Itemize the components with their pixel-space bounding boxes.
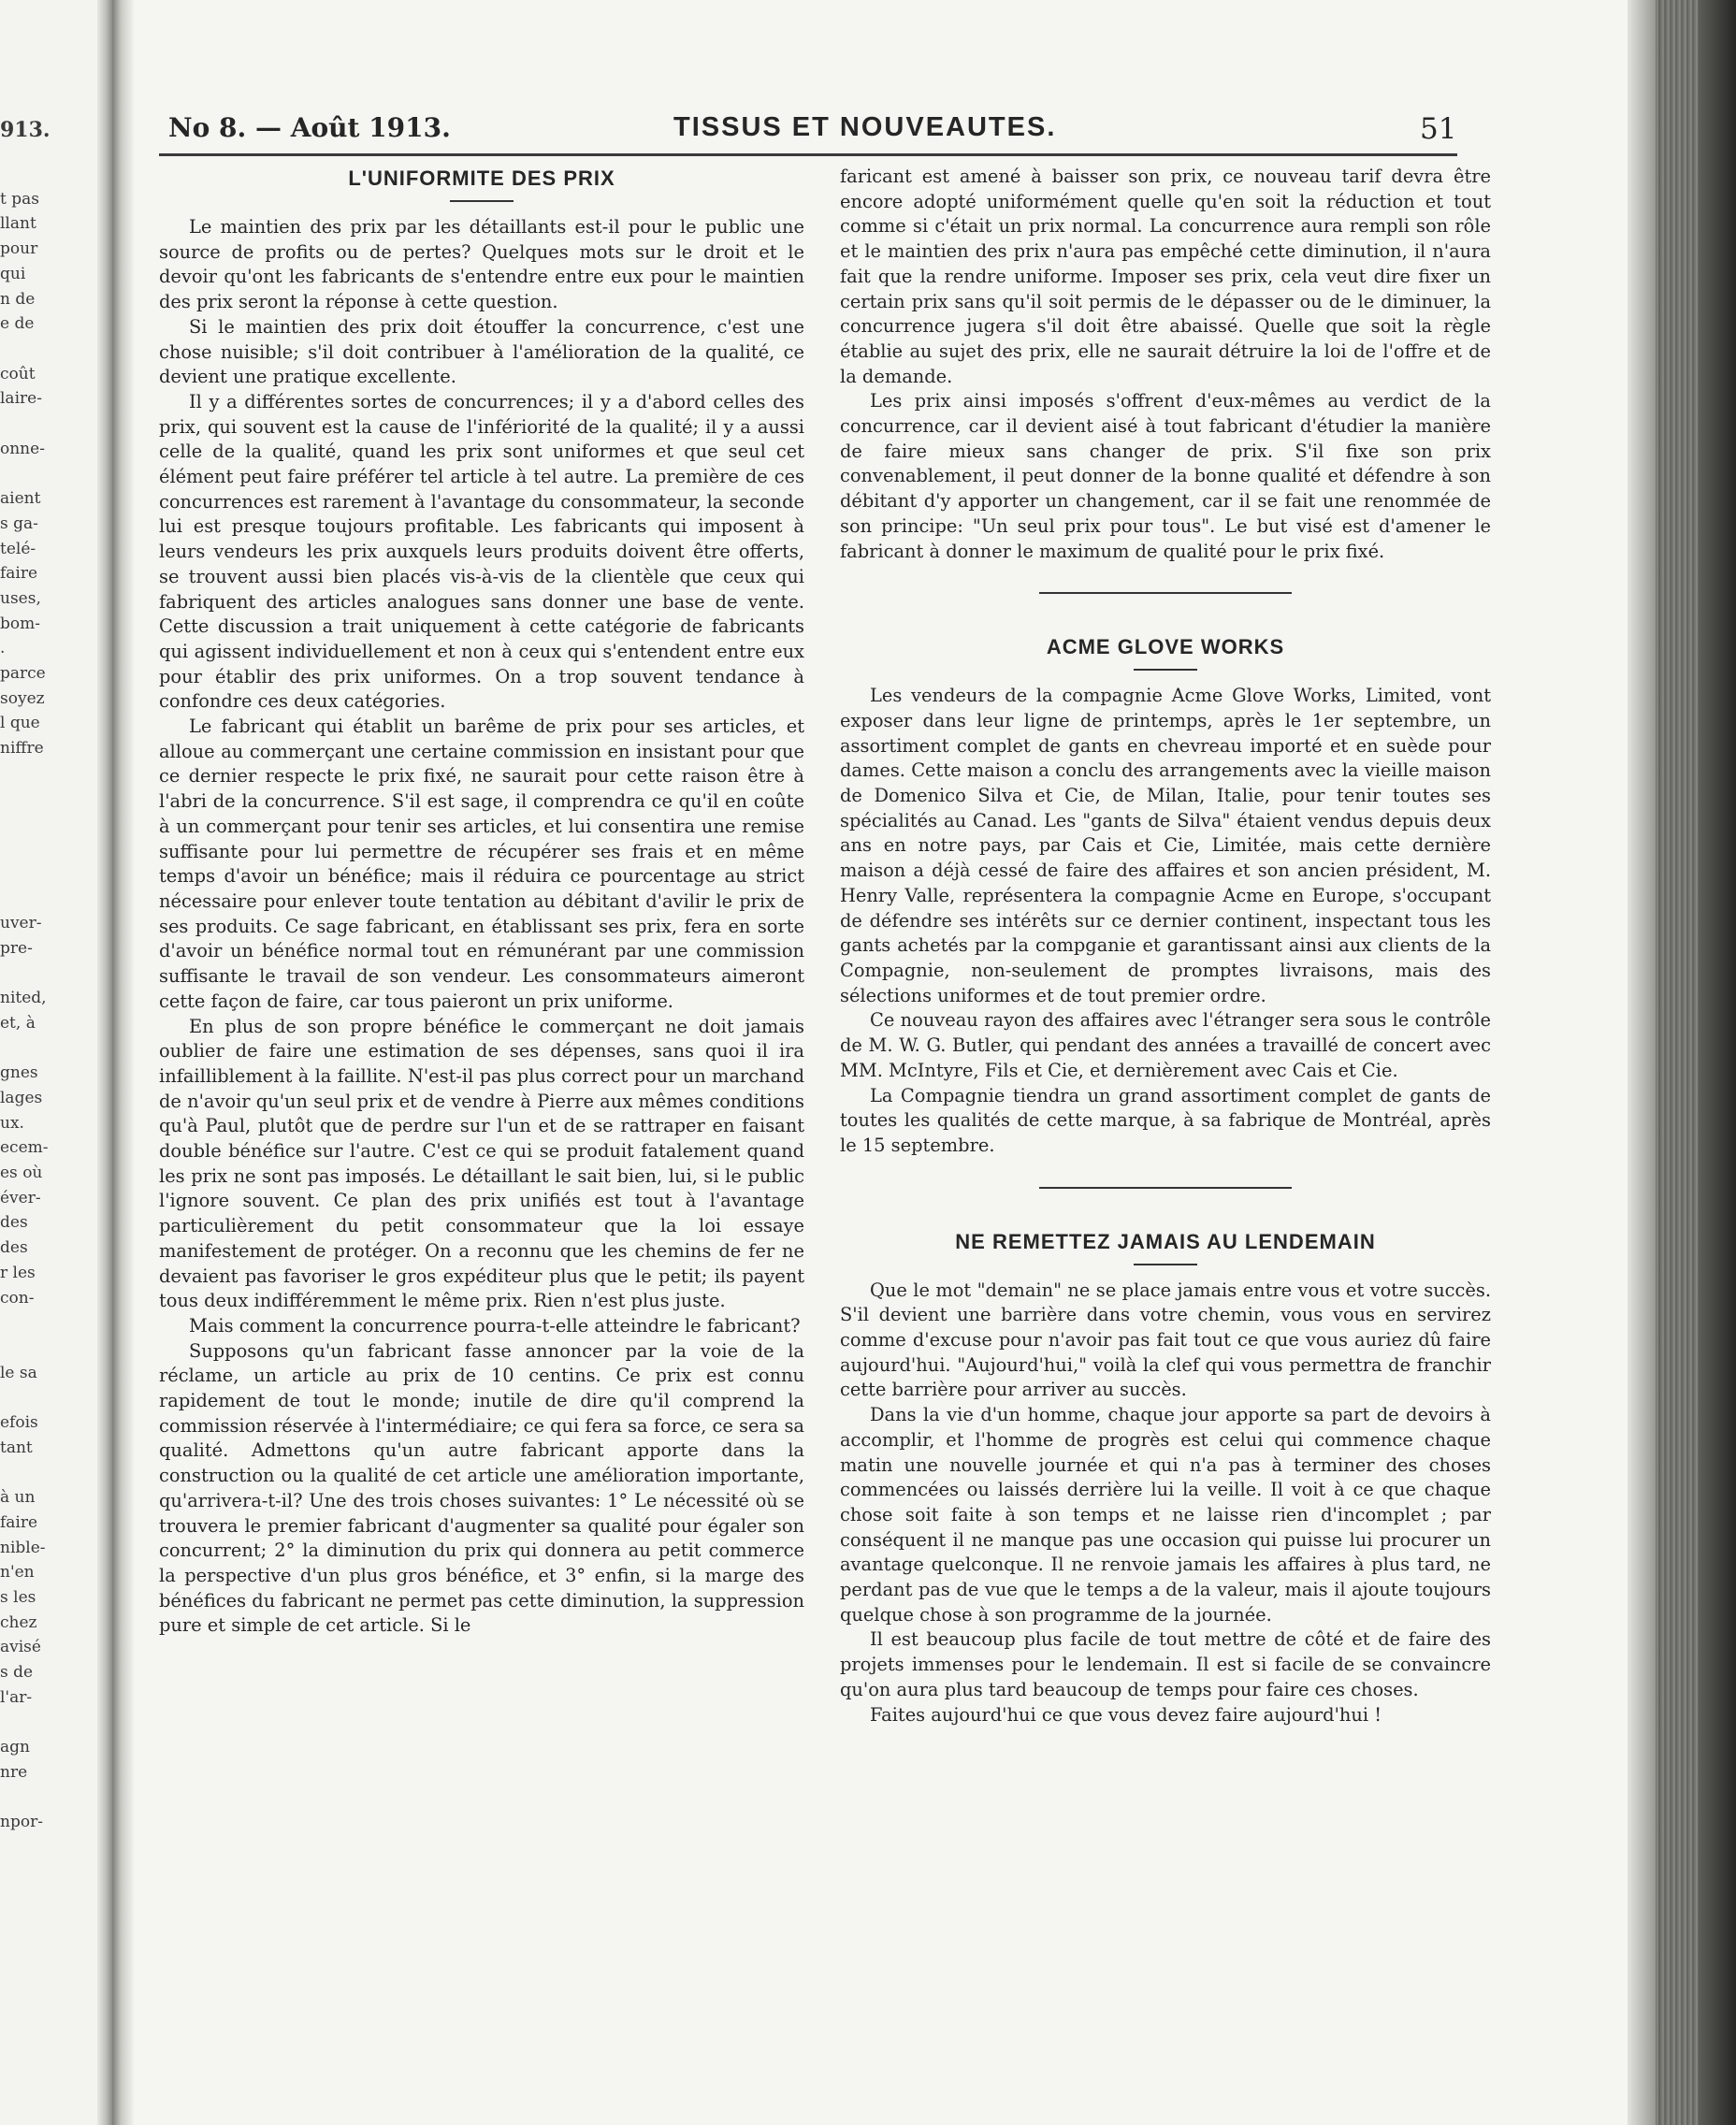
- right-column: [840, 165, 1491, 1727]
- paragraph: Le maintien des prix par les détaillants est-il pour le public une source de profits ou de pertes? Quelques mots sur le droit et le devoir qu'ont les fabricants de s'entendre entre eux pour le maintien des prix seront la réponse à cette question.: [159, 216, 804, 313]
- facing-page-fragment: pre-: [0, 938, 33, 958]
- facing-page-fragment: uses,: [0, 588, 41, 608]
- title-rule: [1134, 669, 1197, 671]
- article-title-lendemain: NE REMETTEZ JAMAIS AU LENDEMAIN: [955, 1229, 1376, 1253]
- facing-page-fragment: 913.: [0, 118, 51, 142]
- facing-page-fragment: gnes: [0, 1063, 38, 1083]
- facing-page-fragment: lages: [0, 1088, 43, 1107]
- page-number: 51: [1420, 112, 1457, 146]
- paragraph: La Compagnie tiendra un grand assortiment complet de gants de toutes les qualités de cette marque, à sa fabrique de Montréal, après le 15 septembre.: [840, 1084, 1491, 1156]
- facing-page-fragment: à un: [0, 1488, 36, 1508]
- section-divider: [1039, 1187, 1292, 1189]
- facing-page-fragment: faire: [0, 564, 38, 584]
- binding-shadow: [112, 0, 135, 2125]
- facing-page-fragment: t pas: [0, 189, 39, 209]
- paragraph: Les prix ainsi imposés s'offrent d'eux-mêmes au verdict de la concurrence, car il devient aisé à tout fabricant d'étudier la manière de faire mieux sans changer de prix. S'il fixe son prix convenablement, il peut donner de la bonne qualité et défendre à son débitant d'y apporter un changement, car il se fait une renommée de son principe: "Un seul prix pour tous". Le but visé est d'amener le fabricant à donner le maximum de qualité pour le prix fixé.: [840, 390, 1491, 562]
- facing-page-fragment: n de: [0, 289, 36, 309]
- paragraph: Dans la vie d'un homme, chaque jour apporte sa part de devoirs à accomplir, et l'homme de progrès est celui qui commence chaque matin une nouvelle journée et qui n'a pas à terminer des choses commencées ou laissés derrière lui la veille. Il voit à ce que chaque chose soit faite à son temps et ne laisse rien d'incomplet ; par conséquent il ne manque pas une occasion qui puisse lui procurer un avantage quelconque. Il ne renvoie jamais les affaires à plus tard, ne perdant pas de vue que le temps a de la valeur, mais il ajoute toujours quelque chose à son programme de la journée.: [840, 1404, 1491, 1626]
- facing-page-fragment: soyez: [0, 688, 45, 708]
- facing-page-fragment: agn: [0, 1738, 30, 1757]
- facing-page-fragment: npor-: [0, 1813, 43, 1832]
- facing-page-fragment: coût: [0, 364, 36, 383]
- facing-page-fragment: uver-: [0, 914, 42, 932]
- facing-page-fragment: con-: [0, 1288, 35, 1308]
- facing-page-fragment: faire: [0, 1512, 38, 1532]
- facing-page-fragment: l que: [0, 714, 40, 733]
- facing-page-fragment: niffre: [0, 739, 44, 759]
- facing-page-fragment: pour: [0, 239, 38, 259]
- book-page-edges: [1628, 0, 1736, 2125]
- facing-page-fragment: llant: [0, 214, 36, 234]
- paragraph: Le fabricant qui établit un barême de prix pour ses articles, et alloue au commerçant une certaine commission en insistant pour que ce dernier respecte le prix fixé, ne saurait pour cette raison être à l'abri de la concurrence. S'il est sage, il comprendra ce qu'il en coûte à un commerçant pour tenir ses articles, et lui consentira une remise suffisante pour lui permettre de récupérer ses frais et en même temps d'avoir un bénéfice; mais il réduira ce pourcentage au strict nécessaire pour enlever toute tentation au débitant d'avilir le prix de ses produits. Ce sage fabricant, en établissant ses prix, fera en sorte d'avoir un bénéfice normal tout en rémunérant par une commission suffisante le travail de son vendeur. Les consommateurs aimeront cette façon de faire, car tous paieront un prix uniforme.: [159, 716, 804, 1012]
- paragraph: Mais comment la concurrence pourra-t-elle atteindre le fabricant?: [189, 1314, 801, 1337]
- facing-page-fragment: et, à: [0, 1013, 36, 1033]
- paragraph: Les vendeurs de la compagnie Acme Glove Works, Limited, vont exposer dans leur ligne de printemps, après le 1er septembre, un assortiment complet de gants en chevreau importé et en suède pour dames. Cette maison a conclu des arrangements avec la vieille maison de Domenico Silva et Cie, de Milan, Italie, pour tenir toutes ses spécialités au Canad. Les "gants de Silva" étaient vendus depuis deux ans en notre pays, par Cais et Cie, Limitée, mais cette dernière maison a déjà cessé de faire des affaires et son ancien président, M. Henry Valle, représentera la compagnie Acme en Europe, s'occupant de défendre ses intérêts sur ce dernier continent, inspectant tous les gants achetés par la compganie et garantissant ainsi aux clients de la Compagnie, non-seulement de promptes livraisons, mais des sélections uniformes et de tout premier ordre.: [840, 685, 1491, 1006]
- facing-page-fragment: ecem-: [0, 1138, 49, 1158]
- facing-page-fragment: s les: [0, 1587, 36, 1607]
- facing-page-fragment: éver-: [0, 1188, 41, 1207]
- paragraph: En plus de son propre bénéfice le commerçant ne doit jamais oublier de faire une estimation de ses dépenses, sans quoi il ira infailliblement à la faillite. N'est-il pas plus correct pour un marchand de n'avoir qu'un seul prix et de vendre à Pierre aux mêmes conditions qu'à Paul, plutôt que de perdre sur l'un et de se rattraper en faisant double bénéfice sur l'autre. C'est ce qui se produit fatalement quand les prix ne sont pas imposés. Le détaillant le sait bien, lui, si le public l'ignore souvent. Ce plan des prix unifiés est tout à l'avantage particulièrement du petit consommateur que la loi essaye manifestement de protéger. On a reconnu que les chemins de fer ne devaient pas favoriser le gros expéditeur plus que le petit; ils payent tous deux indifféremment le même prix. Rien n'est plus juste.: [159, 1015, 804, 1312]
- facing-page-fragment: ux.: [0, 1113, 24, 1133]
- facing-page-fragment: s de: [0, 1663, 34, 1682]
- paragraph: Ce nouveau rayon des affaires avec l'étranger sera sous le contrôle de M. W. G. Butler, qui pendant des années a travaillé de concert avec MM. McIntyre, Fils et Cie, et dernièrement avec Cais et Cie.: [840, 1009, 1491, 1081]
- facing-page-fragment: e de: [0, 314, 35, 334]
- paragraph: Il est beaucoup plus facile de tout mettre de côté et de faire des projets immenses pour le lendemain. Il est si facile de se convaincre qu'on aura plus tard beaucoup de temps pour faire ces choses.: [840, 1628, 1491, 1700]
- facing-page-fragment: onne-: [0, 439, 45, 458]
- issue-label: No 8. — Août 1913.: [168, 112, 451, 143]
- facing-page-fragment: le sa: [0, 1363, 37, 1382]
- facing-page-fragment: telé-: [0, 539, 36, 558]
- facing-page-fragment: nited,: [0, 989, 47, 1008]
- facing-page-fragment: r les: [0, 1263, 36, 1282]
- title-rule: [450, 200, 514, 202]
- left-column: [159, 165, 804, 1639]
- facing-page-fragment: chez: [0, 1612, 37, 1632]
- facing-page-fragment: avisé: [0, 1638, 41, 1657]
- facing-page-fragment: des: [0, 1213, 28, 1233]
- facing-page-fragment: des: [0, 1238, 28, 1258]
- facing-page-fragment: nre: [0, 1762, 28, 1782]
- article-title-acme: ACME GLOVE WORKS: [1046, 635, 1285, 659]
- facing-page-fragment: es où: [0, 1164, 43, 1182]
- journal-title: TISSUS ET NOUVEAUTES.: [673, 112, 1057, 142]
- paragraph: Si le maintien des prix doit étouffer la concurrence, c'est une chose nuisible; s'il doit contribuer à l'amélioration de la qualité, ce devient une pratique excellente.: [159, 315, 804, 388]
- paragraph: Que le mot "demain" ne se place jamais entre vous et votre succès. S'il devient une barrière dans votre chemin, vous vous en servirez comme d'excuse pour n'avoir pas fait tout ce que vous auriez dû faire aujourd'hui. "Aujourd'hui," voilà la clef qui vous permettra de franchir cette barrière pour arriver au succès.: [840, 1279, 1491, 1401]
- paragraph: Supposons qu'un fabricant fasse annoncer par la voie de la réclame, un article au prix de 10 centins. Ce prix est connu rapidement de tout le monde; inutile de dire qu'il comprend la commission réservée à l'intermédiaire; ce qui fera sa force, ce sera sa qualité. Admettons qu'un autre fabricant apporte dans la construction ou la qualité de cet article une amélioration importante, qu'arrivera-t-il? Une des trois choses suivantes: 1° Le nécessité où se trouvera le premier fabricant d'augmenter sa qualité pour égaler son concurrent; 2° la diminution du prix qui donnera au petit commerce la perspective d'un plus gros bénéfice, et 3° enfin, si la marge des bénéfices du fabricant ne permet pas cette diminution, la suppression pure et simple de cet article. Si le: [159, 1339, 804, 1637]
- facing-page-fragment: efois: [0, 1413, 38, 1432]
- facing-page-fragment: parce: [0, 664, 46, 683]
- facing-page-fragment: tant: [0, 1438, 33, 1457]
- facing-page-fragment: n'en: [0, 1563, 35, 1583]
- paragraph: Il y a différentes sortes de concurrences; il y a d'abord celles des prix, qui souvent est la cause de l'infériorité de la qualité; il y a aussi celle de la qualité, quand les prix sont uniformes et que seul cet élément peut faire préférer tel article à tel autre. La première de ces concurrences est rarement à l'avantage du consommateur, la seconde lui est presque toujours profitable. Les fabricants qui imposent à leurs vendeurs les prix auxquels leurs produits doivent être offerts, se trouvent aussi bien placés vis-à-vis de la clientèle que ceux qui fabriquent des articles analogues sans donner une base de vente. Cette discussion a trait uniquement à cette catégorie de fabricants qui agissent individuellement et non à ceux qui s'entendent entre eux pour établir des prix uniformes. On a trop souvent tendance à confondre ces deux catégories.: [159, 390, 804, 713]
- title-rule: [1134, 1264, 1197, 1265]
- facing-page-edge: [0, 0, 112, 2125]
- facing-page-fragment: l'ar-: [0, 1687, 33, 1707]
- paragraph-continued: faricant est amené à baisser son prix, ce nouveau tarif devra être encore adopté uniformément quelle qu'en soit la réduction et tout comme si c'était un prix normal. La concurrence aura rempli son rôle et le maintien des prix n'aura pas empêché cette diminution, il n'aura fait que la rendre uniforme. Imposer ses prix, cela veut dire fixer un certain prix sans qu'il soit permis de le dépasser ou de le diminuer, la concurrence jugera s'il doit être abaissé. Quelle que soit la règle établie au sujet des prix, elle ne saurait détruire la loi de l'offre et de la demande.: [840, 166, 1491, 387]
- facing-page-fragment: laire-: [0, 389, 42, 409]
- paragraph: Faites aujourd'hui ce que vous devez faire aujourd'hui !: [870, 1703, 1382, 1726]
- facing-page-fragment: .: [0, 639, 6, 658]
- header-rule: [159, 153, 1457, 156]
- left-gutter-shadow: [97, 0, 112, 2125]
- facing-page-fragment: s ga-: [0, 513, 38, 533]
- section-divider: [1039, 592, 1292, 594]
- facing-page-fragment: qui: [0, 264, 26, 283]
- facing-page-fragment: aient: [0, 489, 41, 509]
- article-title-uniformite: L'UNIFORMITE DES PRIX: [348, 166, 615, 190]
- facing-page-fragment: nible-: [0, 1538, 46, 1557]
- facing-page-fragment: bom-: [0, 614, 40, 633]
